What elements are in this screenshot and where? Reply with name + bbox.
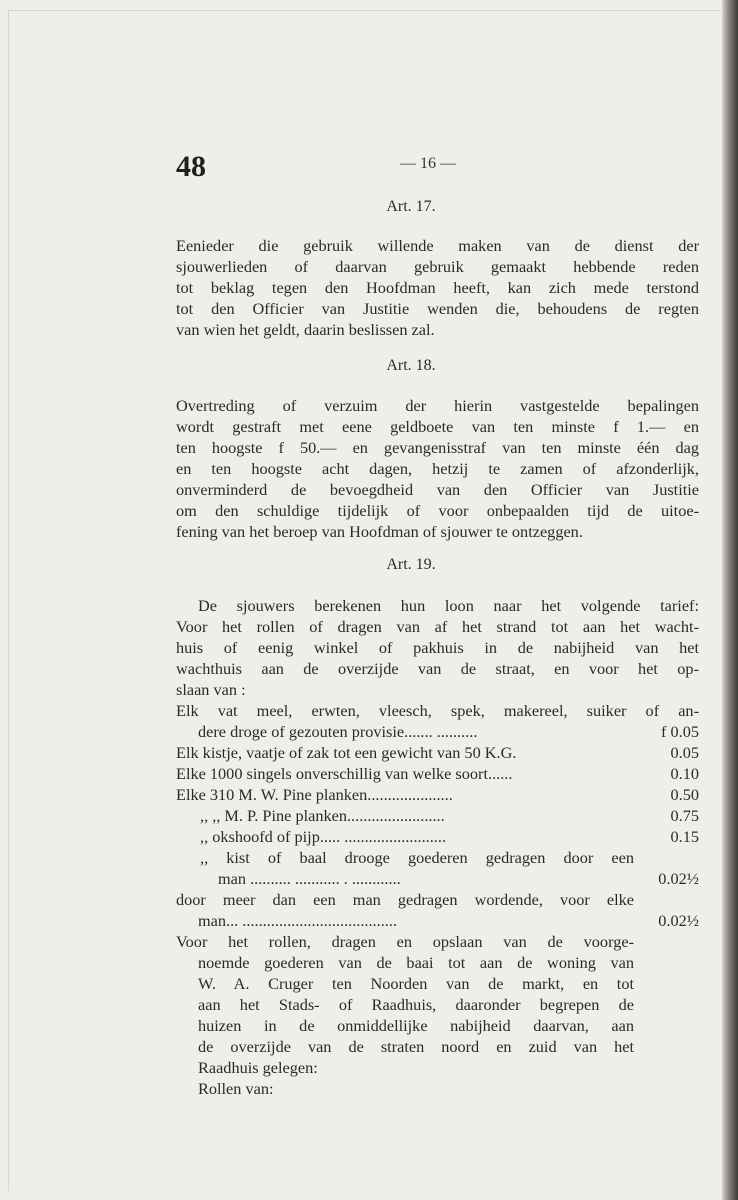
tariff-label: man... ...................................... [198, 911, 397, 930]
text-line: slaan van : [176, 680, 246, 699]
text-line: noemde goederen van de baai tot aan de woning van [198, 953, 634, 972]
text-line: wordt gestraft met eene geldboete van ten minste f 1.— en [176, 417, 699, 436]
text-line: door meer dan een man gedragen wordende, voor elke [176, 890, 634, 909]
tariff-row [200, 826, 699, 847]
page-number: 48 [176, 150, 206, 183]
tariff-value: 0.10 [670, 764, 699, 783]
text-line: sjouwerlieden of daarvan gebruik gemaakt hebbende reden [176, 257, 699, 276]
text-line: W. A. Cruger ten Noorden van de markt, en tot [198, 974, 634, 993]
page-edge-shadow [722, 0, 738, 1200]
text-line: Overtreding of verzuim der hierin vastgestelde bepalingen [176, 396, 699, 415]
text-line: Raadhuis gelegen: [198, 1058, 318, 1077]
tariff-label: Elke 1000 singels onverschillig van welke soort...... [176, 764, 513, 783]
tariff-row [198, 910, 699, 931]
tariff-value: 0.75 [670, 806, 699, 825]
tariff-row [218, 868, 699, 889]
art17-heading: Art. 17. [386, 198, 436, 215]
tariff-row [176, 784, 699, 805]
tariff-value: 0.50 [670, 785, 699, 804]
tariff-value: f 0.05 [661, 722, 699, 741]
tariff-row [176, 742, 699, 763]
tariff-label: Elke 310 M. W. Pine planken..................... [176, 785, 453, 804]
text-line: huis of eenig winkel of pakhuis in de nabijheid van het [176, 638, 699, 657]
text-line: Rollen van: [198, 1079, 274, 1098]
art19-intro [176, 595, 699, 721]
art19-heading: Art. 19. [386, 556, 436, 573]
meer-line [176, 889, 634, 910]
text-line: Elk vat meel, erwten, vleesch, spek, makereel, suiker of an- [176, 701, 699, 720]
text-line: de overzijde van de straten noord en zuid van het [198, 1037, 634, 1056]
tariff-value: 0.15 [670, 827, 699, 846]
text-line: om den schuldige tijdelijk of voor onbepaalden tijd de uitoe- [176, 501, 699, 520]
text-line: en ten hoogste acht dagen, hetzij te zamen of afzonderlijk, [176, 459, 699, 478]
art18-heading: Art. 18. [386, 357, 436, 374]
tariff-label: dere droge of gezouten provisie....... .......... [198, 722, 478, 741]
text-line: aan het Stads- of Raadhuis, daaronder begrepen de [198, 995, 634, 1014]
text-line: Voor het rollen of dragen van af het strand tot aan het wacht- [176, 617, 699, 636]
text-line: fening van het beroep van Hoofdman of sjouwer te ontzeggen. [176, 522, 583, 541]
text-line: van wien het geldt, daarin beslissen zal. [176, 320, 435, 339]
art17-paragraph [176, 235, 699, 340]
tariff-label: ,, ,, M. P. Pine planken........................ [200, 806, 445, 825]
text-line: tot beklag tegen den Hoofdman heeft, kan zich mede terstond [176, 278, 699, 297]
kist-line [200, 847, 634, 868]
tariff-row [176, 763, 699, 784]
text-line: De sjouwers berekenen hun loon naar het volgende tarief: [198, 596, 699, 615]
tariff-label: man .......... ........... . ............ [218, 869, 401, 888]
page-marker: — 16 — [400, 155, 456, 172]
text-line: wachthuis aan de overzijde van de straat, en voor het op- [176, 659, 699, 678]
tariff-label: Elk kistje, vaatje of zak tot een gewicht van 50 K.G. [176, 743, 517, 762]
tariff-row [200, 805, 699, 826]
text-line: ,, kist of baal drooge goederen gedragen door een [200, 848, 634, 867]
voor-paragraph [176, 931, 634, 1099]
tariff-label: ,, okshoofd of pijp..... ......................... [200, 827, 447, 846]
text-line: Voor het rollen, dragen en opslaan van de voorge- [176, 932, 634, 951]
art18-paragraph [176, 395, 699, 542]
text-line: tot den Officier van Justitie wenden die, behoudens de regten [176, 299, 699, 318]
tariff-value: 0.02½ [658, 911, 699, 930]
text-line: ten hoogste f 50.— en gevangenisstraf van ten minste één dag [176, 438, 699, 457]
text-line: huizen in de onmiddellijke nabijheid daarvan, aan [198, 1016, 634, 1035]
tariff-value: 0.05 [670, 743, 699, 762]
text-line: Eenieder die gebruik willende maken van de dienst der [176, 236, 699, 255]
tariff-row [198, 721, 699, 742]
tariff-value: 0.02½ [658, 869, 699, 888]
text-line: onverminderd de bevoegdheid van den Officier van Justitie [176, 480, 699, 499]
